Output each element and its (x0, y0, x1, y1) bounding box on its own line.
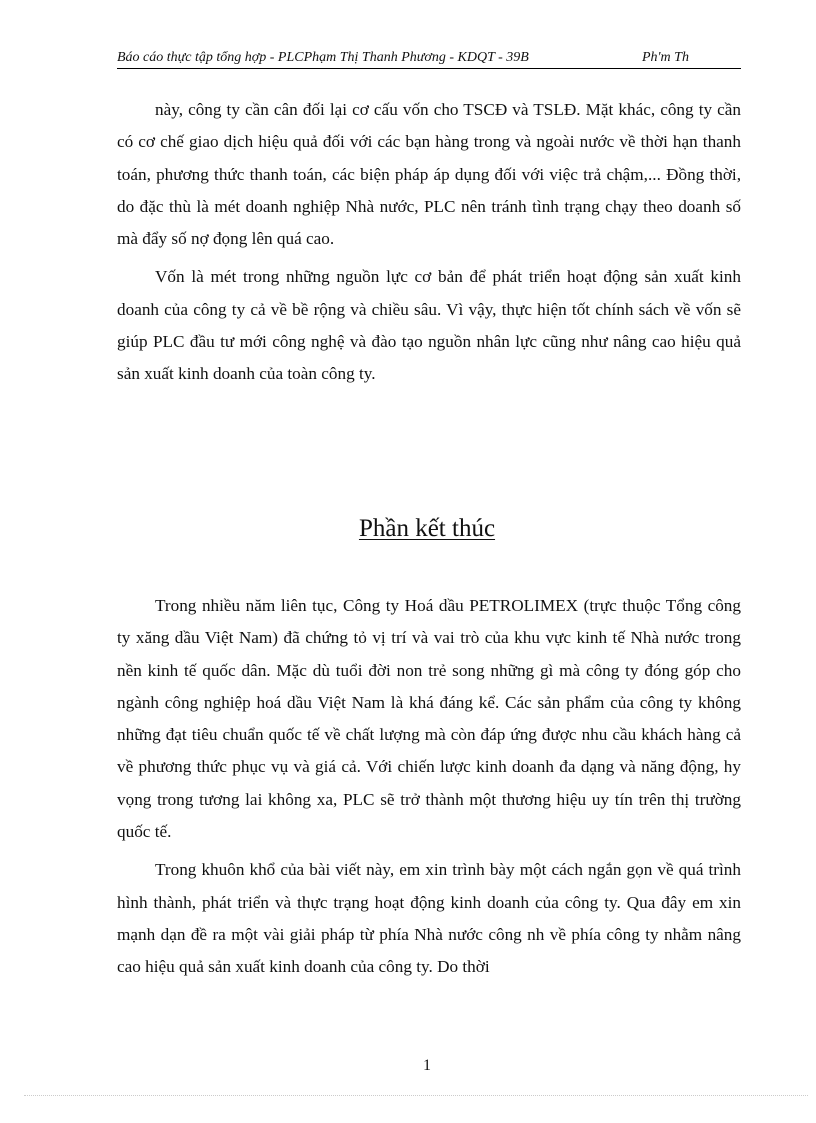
header-title: Báo cáo thực tập tổng hợp - PLCPhạm Thị Thanh Phương - KDQT - 39B (117, 50, 529, 65)
paragraph: Vốn là mét trong những nguồn lực cơ bản để phát triển hoạt động sản xuất kinh doanh của công ty cả về bề rộng và chiều sâu. Vì vậy, thực hiện tốt chính sách về vốn sẽ giúp PLC đầu tư mới công nghệ và đào tạo nguồn nhân lực cũng như nâng cao hiệu quả sản xuất kinh doanh của toàn công ty. (117, 267, 741, 384)
paragraph: này, công ty cần cân đối lại cơ cấu vốn cho TSCĐ và TSLĐ. Mặt khác, công ty cần có cơ chế giao dịch hiệu quả đối với các bạn hàng trong và ngoài nước về thời hạn thanh toán, phương thức thanh toán, các biện pháp áp dụng đối với việc trả chậm,... Đồng thời, do đặc thù là mét doanh nghiệp Nhà nước, PLC nên tránh tình trạng chạy theo doanh số mà đẩy số nợ đọng lên quá cao. (117, 100, 741, 249)
section-title: Phần kết thúc (358, 515, 496, 542)
paragraph: Trong khuôn khổ của bài viết này, em xin trình bày một cách ngắn gọn về quá trình hình thành, phát triển và thực trạng hoạt động kinh doanh của công ty. Qua đây em xin mạnh dạn đề ra một vài giải pháp từ phía Nhà nước công nh về phía công ty nhằm nâng cao hiệu quả sản xuất kinh doanh của công ty. Do thời (117, 860, 741, 977)
page-number: 1 (423, 1057, 431, 1074)
body-section-conclusion (117, 590, 741, 984)
header-author-truncated: Ph'm Th (642, 50, 689, 65)
body-section-intro (117, 94, 741, 391)
paragraph: Trong nhiều năm liên tục, Công ty Hoá dầu PETROLIMEX (trực thuộc Tổng công ty xăng dầu Việt Nam) đã chứng tỏ vị trí và vai trò của khu vực kinh tế Nhà nước trong nền kinh tế quốc dân. Mặc dù tuổi đời non trẻ song những gì mà công ty đóng góp cho ngành công nghiệp hoá dầu Việt Nam là khá đáng kể. Các sản phẩm của công ty không những đạt tiêu chuẩn quốc tế về chất lượng mà còn đáp ứng được nhu cầu khách hàng cả về phương thức phục vụ và giá cả. Với chiến lược kinh doanh đa dạng và năng động, hy vọng trong tương lai không xa, PLC sẽ trở thành một thương hiệu uy tín trên thị trường quốc tế. (117, 596, 741, 842)
page-bottom-divider (24, 1095, 808, 1096)
